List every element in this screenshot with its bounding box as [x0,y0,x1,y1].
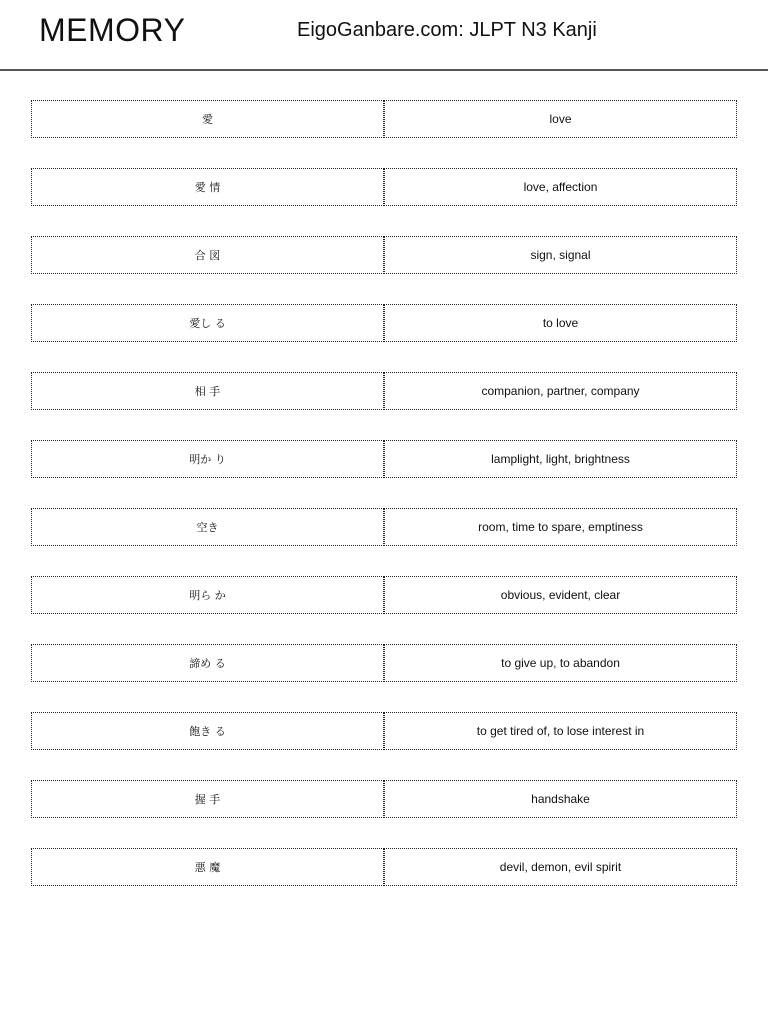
meaning-card[interactable]: to give up, to abandon [384,644,737,682]
meaning-card[interactable]: love, affection [384,168,737,206]
kanji-card[interactable]: 握 手 [31,780,384,818]
kanji-card[interactable]: 明か り [31,440,384,478]
meaning-card[interactable]: devil, demon, evil spirit [384,848,737,886]
page-title: EigoGanbare.com: JLPT N3 Kanji [297,19,597,41]
meaning-card[interactable]: obvious, evident, clear [384,576,737,614]
kanji-card[interactable]: 明ら か [31,576,384,614]
flashcard-row [31,100,737,138]
meaning-card[interactable]: handshake [384,780,737,818]
flashcard-list [31,100,737,916]
page-header [0,0,768,71]
kanji-card[interactable]: 諦め る [31,644,384,682]
meaning-card[interactable]: sign, signal [384,236,737,274]
kanji-card[interactable]: 愛 情 [31,168,384,206]
meaning-card[interactable]: room, time to spare, emptiness [384,508,737,546]
flashcard-row [31,304,737,342]
flashcard-row [31,576,737,614]
flashcard-row [31,236,737,274]
kanji-card[interactable]: 飽き る [31,712,384,750]
flashcard-row [31,644,737,682]
kanji-card[interactable]: 空き [31,508,384,546]
flashcard-row [31,440,737,478]
flashcard-row [31,372,737,410]
kanji-card[interactable]: 愛 [31,100,384,138]
meaning-card[interactable]: love [384,100,737,138]
flashcard-row [31,780,737,818]
flashcard-row [31,508,737,546]
meaning-card[interactable]: lamplight, light, brightness [384,440,737,478]
meaning-card[interactable]: to love [384,304,737,342]
kanji-card[interactable]: 愛し る [31,304,384,342]
kanji-card[interactable]: 相 手 [31,372,384,410]
meaning-card[interactable]: to get tired of, to lose interest in [384,712,737,750]
kanji-card[interactable]: 合 図 [31,236,384,274]
meaning-card[interactable]: companion, partner, company [384,372,737,410]
flashcard-row [31,168,737,206]
logo[interactable]: MEMORY [39,12,186,48]
kanji-card[interactable]: 悪 魔 [31,848,384,886]
flashcard-row [31,712,737,750]
flashcard-row [31,848,737,886]
